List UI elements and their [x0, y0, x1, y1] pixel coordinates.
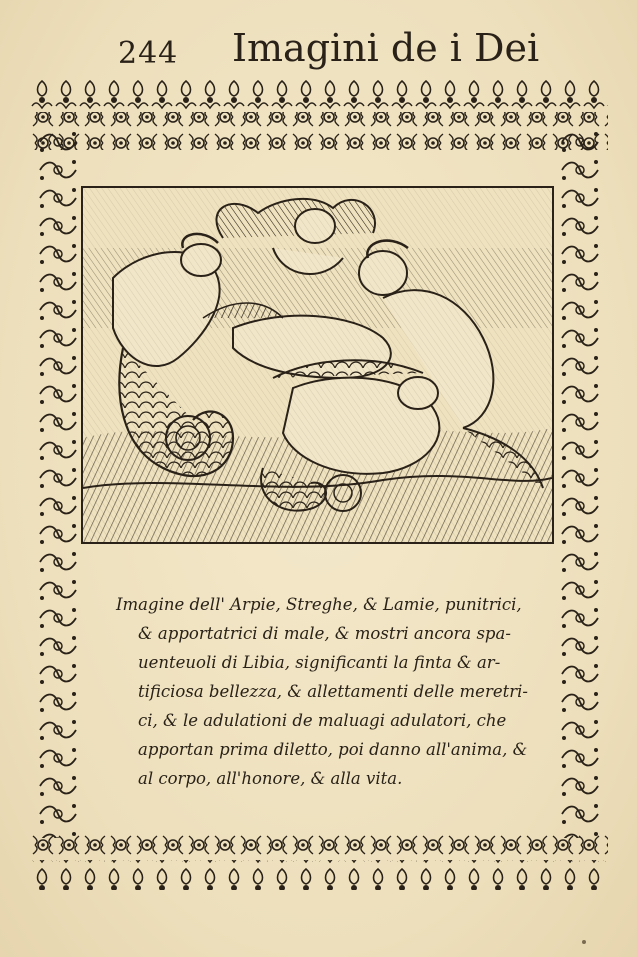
running-title: Imagini de i Dei — [232, 26, 540, 70]
page-header — [0, 22, 637, 72]
caption-line: uenteuoli di Libia, significanti la finta & ar- — [138, 653, 501, 672]
ornament-band-left — [30, 128, 86, 838]
caption — [116, 590, 556, 793]
caption-line: ci, & le adulationi de maluagi adulatori, che — [138, 711, 507, 730]
caption-line: apportan prima diletto, poi danno all'anima, & — [138, 740, 528, 759]
ornament-band-top — [30, 78, 608, 150]
page-number: 244 — [118, 36, 179, 71]
caption-line: tificiosa bellezza, & allettamenti delle meretri- — [138, 682, 528, 701]
ink-dot — [582, 940, 586, 944]
caption-line: Imagine dell' Arpie, Streghe, & Lamie, punitrici, — [116, 595, 522, 614]
woodcut-illustration — [81, 186, 554, 544]
ornament-band-right — [552, 128, 608, 838]
caption-line: & apportatrici di male, & mostri ancora spa- — [138, 624, 511, 643]
ornament-band-bottom — [30, 832, 608, 890]
harpies-woodcut-image — [83, 188, 552, 542]
caption-line: al corpo, all'honore, & alla vita. — [138, 769, 403, 788]
